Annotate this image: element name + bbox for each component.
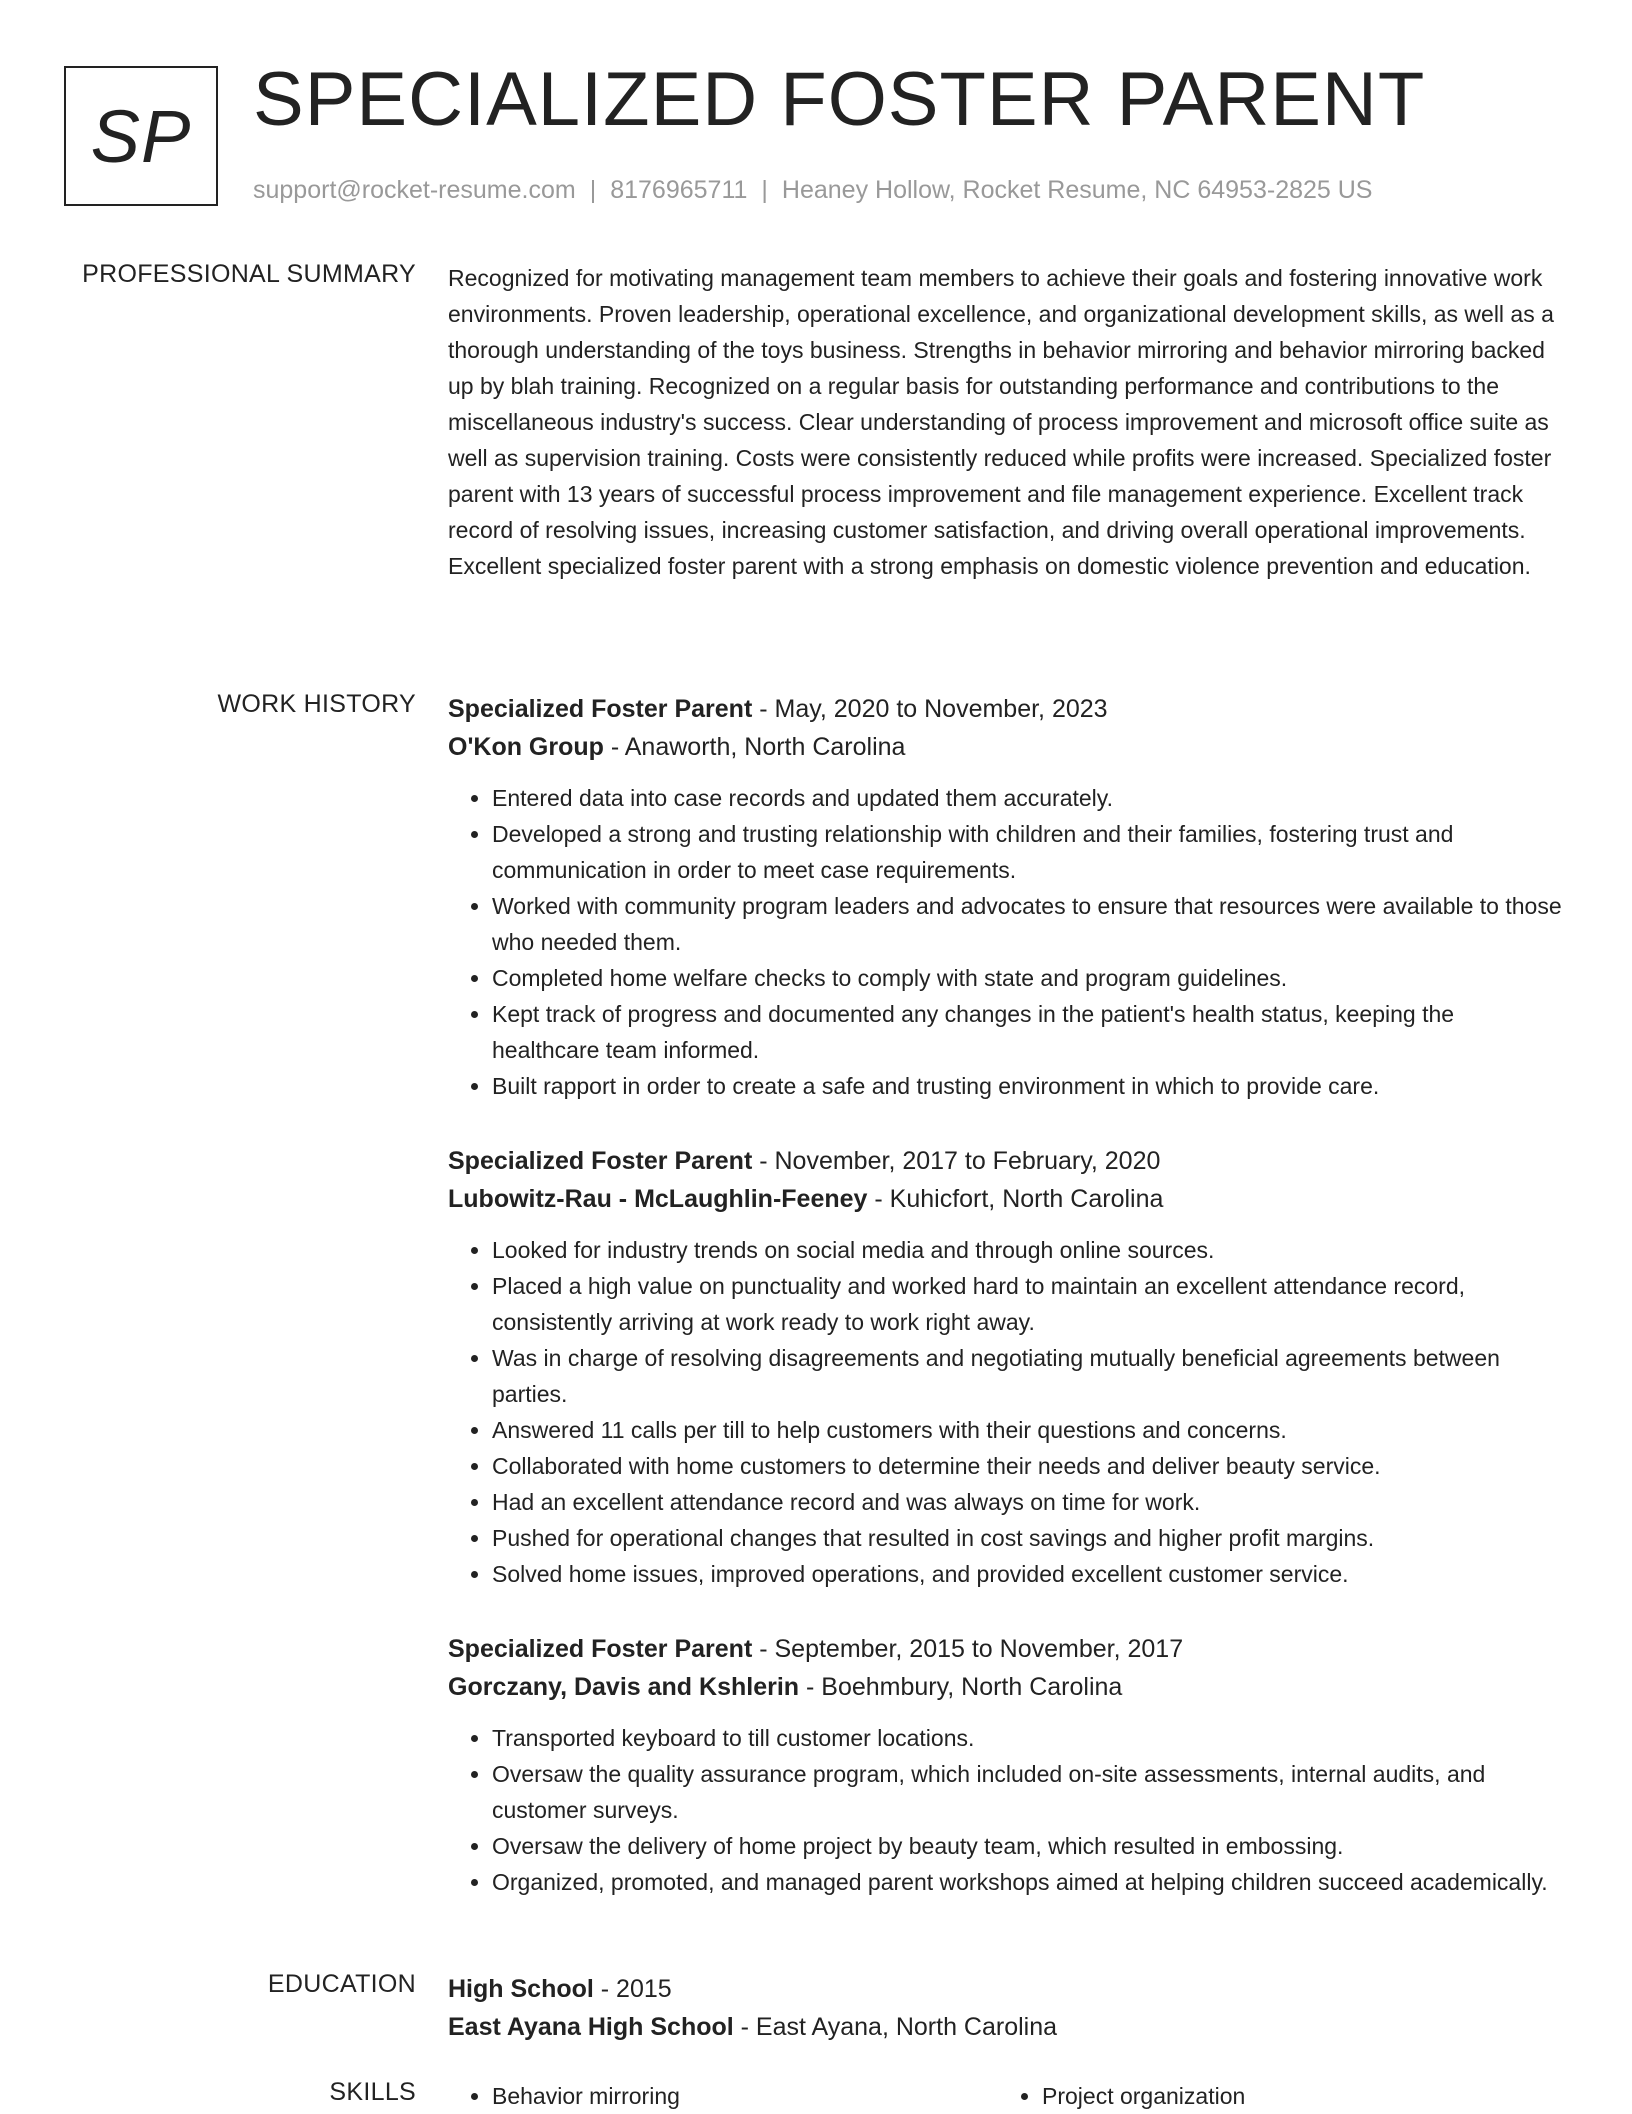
contact-phone[interactable]: 8176965711 (610, 176, 748, 204)
job-bullet: • Completed home welfare checks to comply with state and program guidelines. (492, 960, 1566, 996)
skill-item: • Behavior mirroring (492, 2078, 998, 2114)
job-bullet: • Transported keyboard to till customer locations. (492, 1720, 1566, 1756)
contact-line (253, 176, 1372, 205)
education-year: - 2015 (593, 1975, 672, 2003)
skill-item: • Project organization (1042, 2078, 1548, 2114)
job-bullet: • Had an excellent attendance record and was always on time for work. (492, 1484, 1566, 1520)
contact-separator: | (589, 176, 597, 204)
job-location: - Boehmbury, North Carolina (799, 1673, 1123, 1701)
job-company: O'Kon Group (448, 733, 604, 761)
job-title: Specialized Foster Parent (448, 1635, 753, 1663)
skills-list-right (998, 2078, 1548, 2114)
initials-monogram: SP (64, 66, 218, 206)
contact-separator: | (761, 176, 768, 204)
contact-address: Heaney Hollow, Rocket Resume, NC 64953-2825 US (781, 176, 1373, 204)
job-bullets (448, 1720, 1566, 1900)
job-bullet: • Worked with community program leaders and advocates to ensure that resources were available to those who needed them. (492, 888, 1566, 960)
education-school-line (448, 2008, 1566, 2046)
section-label-summary: PROFESSIONAL SUMMARY (82, 260, 416, 288)
job-bullet: • Was in charge of resolving disagreements and negotiating mutually beneficial agreements between parties. (492, 1340, 1566, 1412)
job-entry (448, 690, 1566, 1104)
summary-text: Recognized for motivating management team members to achieve their goals and fostering innovative work environments. Proven leadership, operational excellence, and organizational development skills, as well as a thorough understanding of the toys business. Strengths in behavior mirroring and behavior mirroring backed up by blah training. Recognized on a regular basis for outstanding performance and contributions to the miscellaneous industry's success. Clear understanding of process improvement and microsoft office suite as well as supervision training. Costs were consistently reduced while profits were increased. Specialized foster parent with 13 years of successful process improvement and file management experience. Excellent track record of resolving issues, increasing customer satisfaction, and driving overall operational improvements. Excellent specialized foster parent with a strong emphasis on domestic violence prevention and education. (448, 265, 1554, 579)
job-entry (448, 1630, 1566, 1900)
job-dates: - May, 2020 to November, 2023 (752, 695, 1108, 723)
job-bullet: • Built rapport in order to create a safe and trusting environment in which to provide care. (492, 1068, 1566, 1104)
education-location: - East Ayana, North Carolina (733, 2013, 1058, 2041)
section-label-education: EDUCATION (267, 1970, 416, 1998)
job-location: - Anaworth, North Carolina (603, 733, 906, 761)
job-company: Gorczany, Davis and Kshlerin (448, 1673, 800, 1701)
job-entry (448, 1142, 1566, 1592)
job-bullets (448, 1232, 1566, 1592)
job-bullet: • Answered 11 calls per till to help customers with their questions and concerns. (492, 1412, 1566, 1448)
job-bullets (448, 780, 1566, 1104)
job-location: - Kuhicfort, North Carolina (867, 1185, 1164, 1213)
education-school: East Ayana High School (448, 2013, 734, 2041)
job-bullet: • Solved home issues, improved operations, and provided excellent customer service. (492, 1556, 1566, 1592)
job-bullet: • Entered data into case records and updated them accurately. (492, 780, 1566, 816)
job-title-line (448, 1142, 1566, 1180)
job-company: Lubowitz-Rau - McLaughlin-Feeney (448, 1185, 868, 1213)
skills-list-left (448, 2078, 998, 2114)
job-bullet: • Oversaw the quality assurance program, which included on-site assessments, internal audits, and customer surveys. (492, 1756, 1566, 1828)
job-title-line (448, 1630, 1566, 1668)
job-bullet: • Pushed for operational changes that resulted in cost savings and higher profit margins. (492, 1520, 1566, 1556)
job-bullet: • Kept track of progress and documented any changes in the patient's health status, keeping the healthcare team informed. (492, 996, 1566, 1068)
job-company-line (448, 728, 1566, 766)
job-title: Specialized Foster Parent (448, 695, 753, 723)
education-degree: High School (448, 1975, 594, 2003)
job-bullet: • Placed a high value on punctuality and worked hard to maintain an excellent attendance record, consistently arriving at work ready to work right away. (492, 1268, 1566, 1340)
job-bullet: • Oversaw the delivery of home project by beauty team, which resulted in embossing. (492, 1828, 1566, 1864)
job-title: Specialized Foster Parent (448, 1147, 753, 1175)
education-degree-line (448, 1970, 1566, 2008)
job-company-line (448, 1668, 1566, 1706)
job-bullet: • Collaborated with home customers to determine their needs and deliver beauty service. (492, 1448, 1566, 1484)
job-company-line (448, 1180, 1566, 1218)
candidate-name: SPECIALIZED FOSTER PARENT (253, 57, 1426, 142)
contact-email[interactable]: support@rocket-resume.com (253, 176, 576, 204)
section-label-skills: SKILLS (329, 2078, 416, 2106)
job-bullet: • Organized, promoted, and managed parent workshops aimed at helping children succeed academically. (492, 1864, 1566, 1900)
job-title-line (448, 690, 1566, 728)
job-bullet: • Developed a strong and trusting relationship with children and their families, fostering trust and communication in order to meet case requirements. (492, 816, 1566, 888)
job-bullet: • Looked for industry trends on social media and through online sources. (492, 1232, 1566, 1268)
skills-columns (448, 2078, 1566, 2114)
job-dates: - November, 2017 to February, 2020 (752, 1147, 1161, 1175)
job-dates: - September, 2015 to November, 2017 (752, 1635, 1184, 1663)
section-label-work-history: WORK HISTORY (217, 690, 416, 718)
